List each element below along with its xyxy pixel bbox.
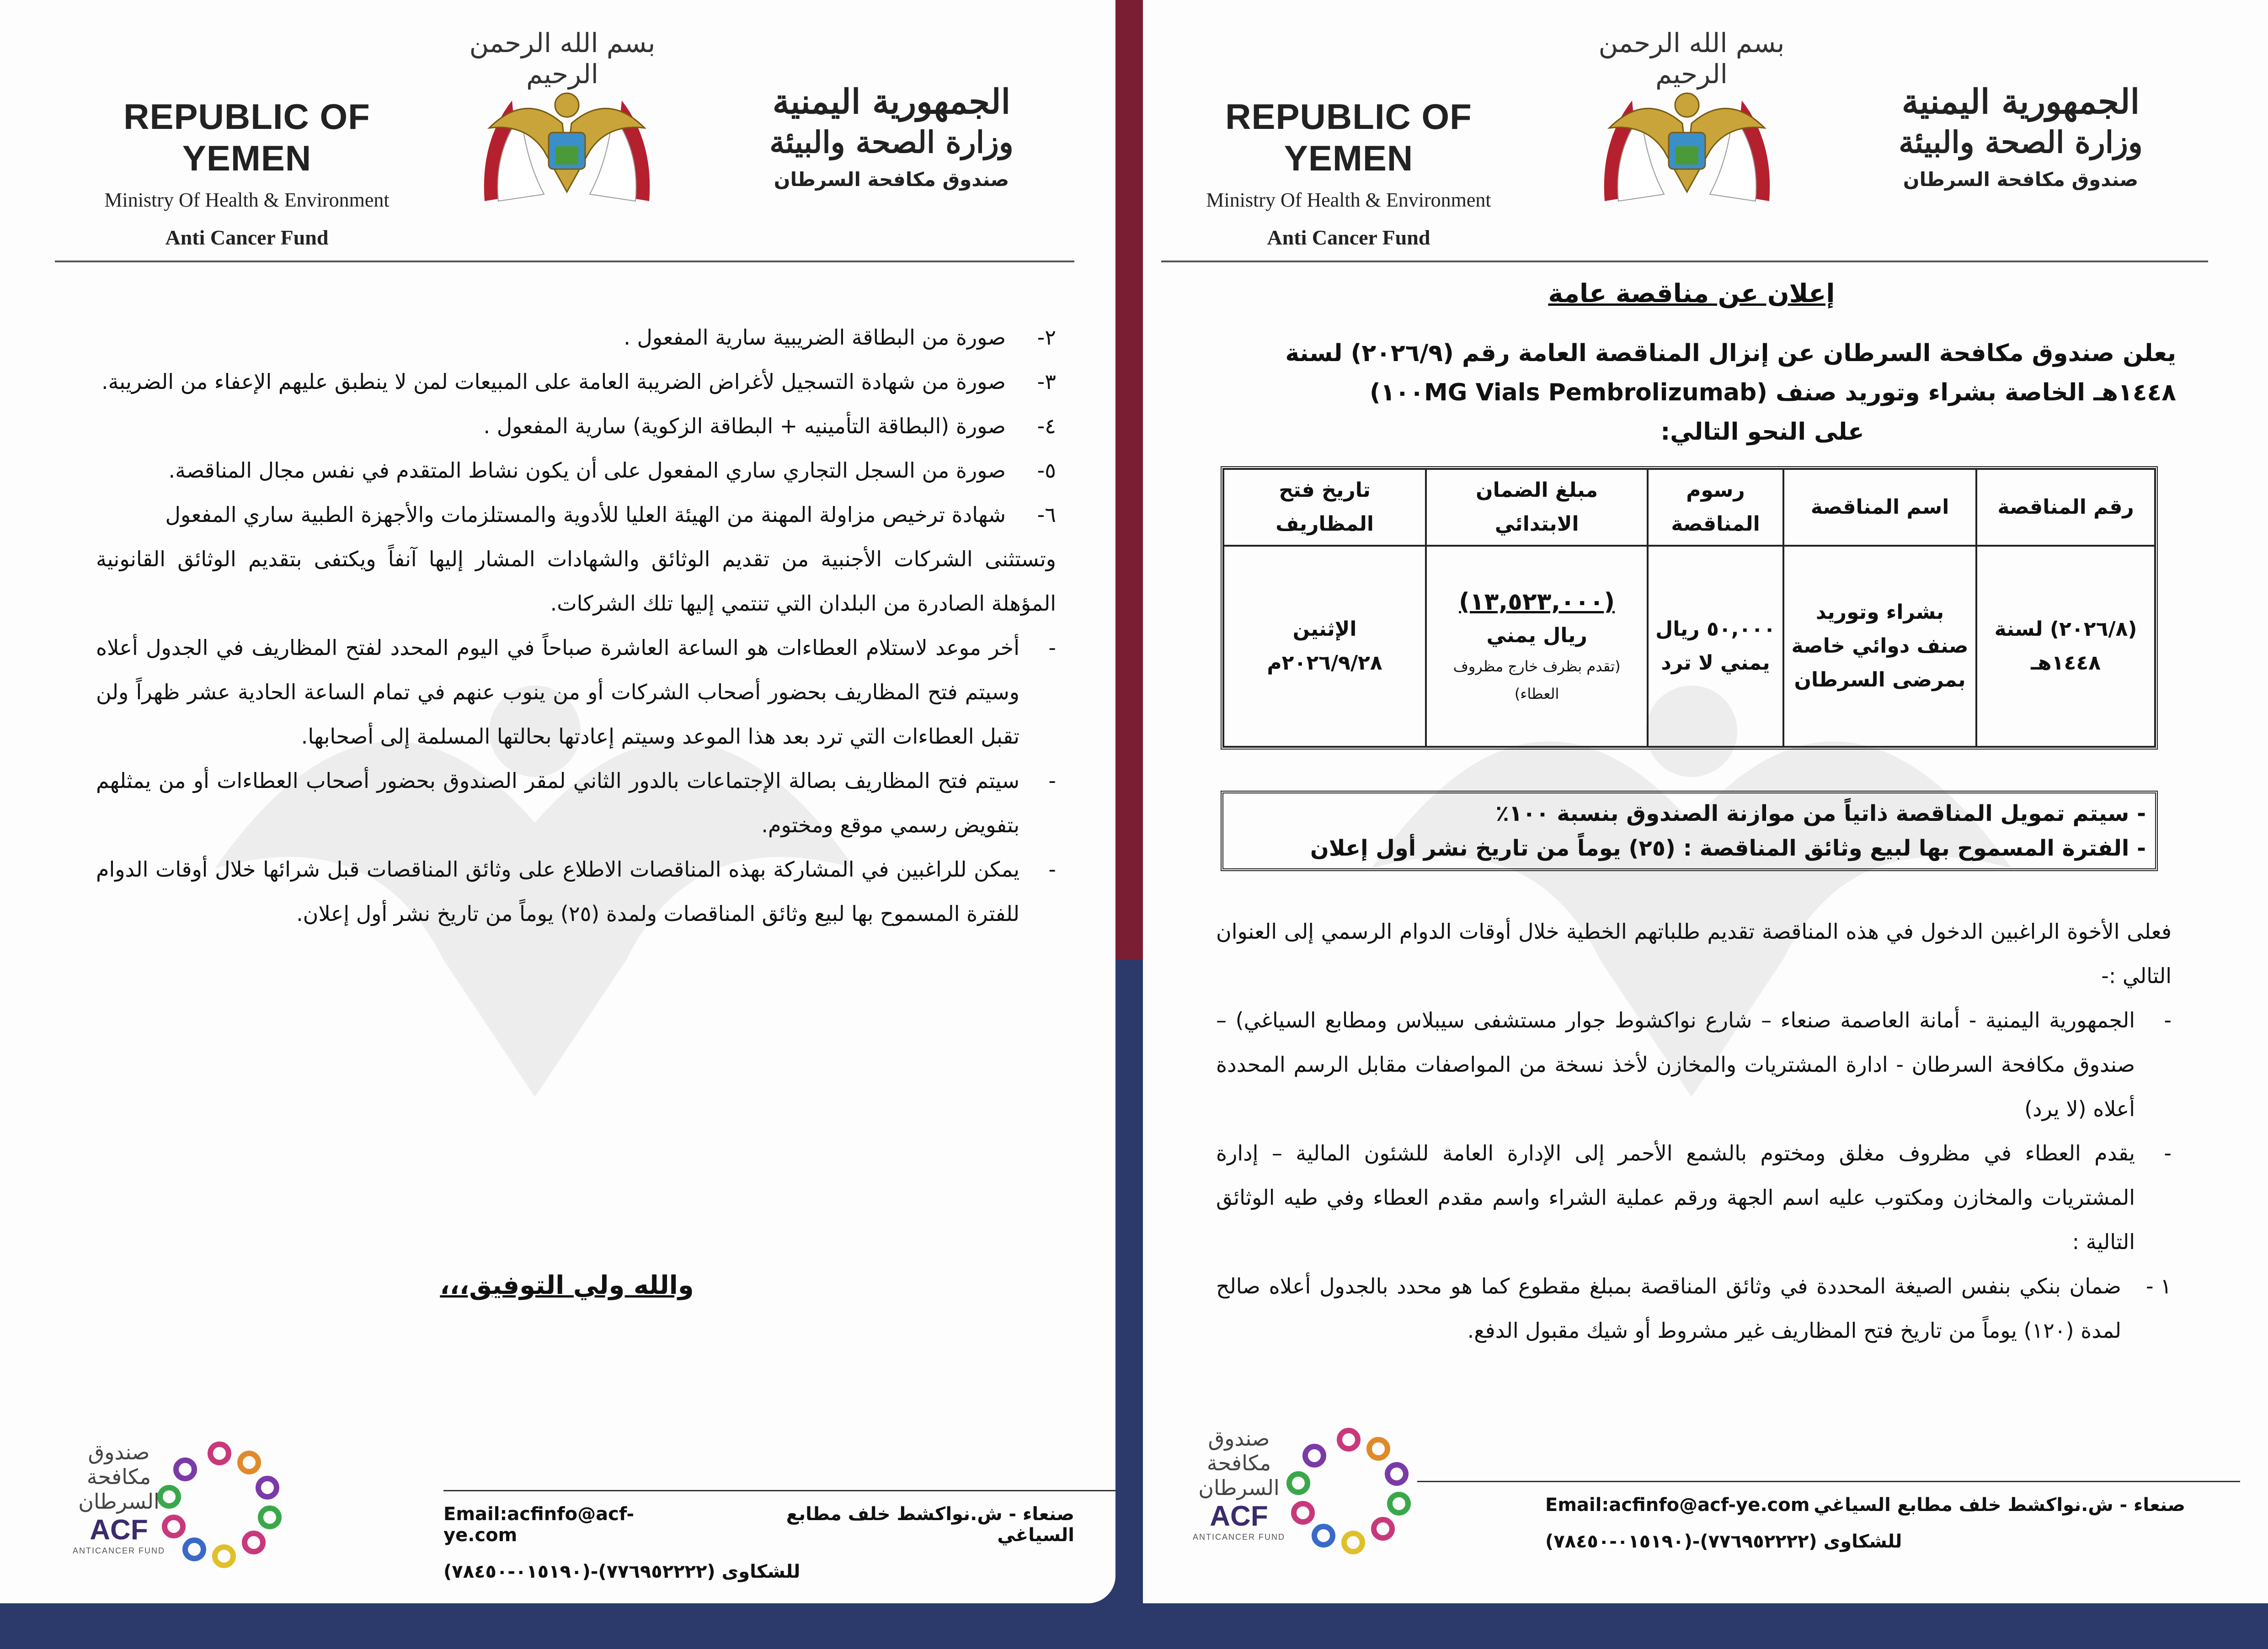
footer-complaints: للشكاوى (٧٧٦٩٥٢٢٢٢)-(٠١٥١٩٠-٧٨٤٥٠) (443, 1561, 800, 1582)
basmala: بسم الله الرحمن الرحيم (469, 27, 656, 90)
requirement-item: ٥- صورة من السجل التجاري ساري المفعول على أن يكون نشاط المتقدم في نفس مجال المناقصة. (168, 458, 1056, 483)
open-date-cell (1223, 546, 1426, 747)
note-item: - الفترة المسموح بها لبيع وثائق المناقصة : (٢٥) يوماً من تاريخ نشر أول إعلان (1310, 835, 2146, 861)
footer-address: صنعاء - ش.نواكشط خلف مطابع السياغي (786, 1504, 1074, 1546)
acf-logo-text: صندوق مكافحة السرطان ACF ANTICANCER FUND (1192, 1426, 1285, 1542)
header-english (1170, 96, 1527, 250)
header-ministry-en: Ministry Of Health & Environment (104, 189, 390, 211)
acf-logo-text: صندوق مكافحة السرطان ACF ANTICANCER FUND (72, 1440, 165, 1555)
tender-number-cell: (٢٠٢٦/٨) لسنة ١٤٤٨هـ (1976, 546, 2155, 747)
header-cell: اسم المناقصة (1783, 469, 1976, 546)
footer-email: Email:acfinfo@acf-ye.com (1545, 1495, 1810, 1516)
header-arabic (1847, 82, 2194, 191)
header-fund-en: Anti Cancer Fund (165, 226, 329, 249)
tender-table-row (1223, 546, 2155, 747)
header-cell: رقم المناقصة (1976, 469, 2155, 546)
open-day: الإثنين (1292, 617, 1357, 641)
header-fund-ar: صندوق مكافحة السرطان (774, 168, 1009, 191)
right-body (1216, 910, 2172, 1353)
tender-fee-cell: ٥٠,٠٠٠ ريال يمني لا ترد (1648, 546, 1783, 747)
bullet-item: - سيتم فتح المظاريف بصالة الإجتماعات بالدور الثاني لمقر الصندوق بحضور أصحاب العطاءات أو من يمثلهم بتفويض رسمي موقع ومختوم. (96, 768, 1056, 837)
bullet-item: - الجمهورية اليمنية - أمانة العاصمة صنعاء – شارع نواكشوط جوار مستشفى سيبلاس ومطابع السياغي) – صندوق مكافحة السرطان - ادارة المشتريات والمخازن لأخذ نسخة من المواصفات مقابل الرسم المحددة أعلاه (لا يرد) (1216, 1008, 2172, 1121)
header-fund-en: Anti Cancer Fund (1267, 226, 1430, 249)
header-republic-ar: الجمهورية اليمنية (1901, 82, 2140, 122)
footer (443, 1504, 1074, 1582)
announcement-lead: يعلن صندوق مكافحة السرطان عن إنزال المناقصة العامة رقم (٢٠٢٦/٩) لسنة ١٤٤٨هـ الخاصة بشراء وتوريد صنف (Pembrolizumab ١٠٠MG Vials) على النحو التالي: (1285, 340, 2176, 446)
acf-ribbon-logo-icon (151, 1435, 288, 1572)
basmala: بسم الله الرحمن الرحيم (1598, 27, 1785, 90)
yemen-emblem-icon (1591, 73, 1783, 210)
document-item: ١ - ضمان بنكي بنفس الصيغة المحددة في وثائق المناقصة بمبلغ مقطوع كما هو محدد بالجدول أعلاه صالح لمدة (١٢٠) يوماً من تاريخ فتح المظاريف غير مشروط أو شيك مقبول الدفع. (1216, 1274, 2172, 1343)
requirement-item: ٤- صورة (البطاقة التأمينيه + البطاقة الزكوية) سارية المفعول . (483, 414, 1056, 438)
intro-paragraph: فعلى الأخوة الراغبين الدخول في هذه المناقصة تقديم طلباتهم الخطية خلال أوقات الدوام الرسمي إلى العنوان التالي :- (1216, 919, 2172, 988)
footer-address: صنعاء - ش.نواكشط خلف مطابع السياغي (1814, 1495, 2185, 1516)
right-page (1143, 0, 2268, 1603)
footer (1545, 1495, 2185, 1552)
header-divider (55, 261, 1074, 262)
header-ministry-en: Ministry Of Health & Environment (1206, 189, 1491, 211)
bullet-item: - يمكن للراغبين في المشاركة بهذه المناقصات الاطلاع على وثائق المناقصات قبل شرائها خلال أوقات الدوام للفترة المسموح بها لبيع وثائق المناقصات ولمدة (٢٥) يوماً من تاريخ نشر أول إعلان. (96, 857, 1056, 926)
tender-table-header-row (1223, 469, 2155, 546)
requirement-item: ٢- صورة من البطاقة الضريبية سارية المفعول . (624, 325, 1056, 350)
footer-complaints: للشكاوى (٧٧٦٩٥٢٢٢٢)-(٠١٥١٩٠-٧٨٤٥٠) (1545, 1531, 1902, 1552)
acf-ribbon-logo-icon (1280, 1421, 1417, 1559)
announcement-title: إعلان عن مناقصة عامة (1548, 279, 1835, 309)
footer-divider (443, 1490, 1115, 1491)
header-republic-en: REPUBLIC OF YEMEN (123, 96, 370, 178)
note-item: - سيتم تمويل المناقصة ذاتياً من موازنة الصندوق بنسبة ١٠٠٪ (1495, 801, 2146, 826)
header-cell: مبلغ الضمان الابتدائي (1426, 469, 1648, 546)
header-cell: تاريخ فتح المظاريف (1223, 469, 1426, 546)
header-arabic (718, 82, 1065, 191)
guarantee-amount: (١٣,٥٢٣,٠٠٠) (1459, 588, 1615, 616)
signoff: والله ولي التوفيق،،، (440, 1271, 694, 1300)
header-english (69, 96, 425, 250)
notes-box (1221, 791, 2158, 871)
left-page (0, 0, 1115, 1603)
requirement-item: ٦- شهادة ترخيص مزاولة المهنة من الهيئة العليا للأدوية والمستلزمات والأجهزة الطبية ساري المفعول (165, 502, 1056, 527)
guarantee-cell (1426, 546, 1648, 747)
header-republic-en: REPUBLIC OF YEMEN (1225, 96, 1472, 178)
bullet-item: - أخر موعد لاستلام العطاءات هو الساعة العاشرة صباحاً في اليوم المحدد لفتح المظاريف في الجدول أعلاه وسيتم فتح المظاريف بحضور أصحاب الشركات أو من ينوب عنهم في تمام الساعة الحادية عشر ظهراً ولن تقبل العطاءات التي ترد بعد هذا الموعد وسيتم إعادتها بحالتها المسلمة إلى أصحابها. (96, 635, 1056, 749)
bullet-item: - يقدم العطاء في مظروف مغلق ومختوم بالشمع الأحمر إلى الإدارة العامة للشئون المالية – إدارة المشتريات والمخازن ومكتوب عليه اسم الجهة ورقم عملية الشراء واسم مقدم العطاء وفي طيه الوثائق التالية : (1216, 1141, 2172, 1254)
footer-divider (1417, 1481, 2240, 1482)
tender-table (1221, 466, 2158, 750)
foreign-companies-paragraph: وتستثنى الشركات الأجنبية من تقديم الوثائق والشهادات المشار إليها آنفاً ويكتفى بتقديم الوثائق القانونية المؤهلة الصادرة من البلدان التي تنتمي إليها تلك الشركات. (96, 547, 1056, 616)
header-cell: رسوم المناقصة (1648, 469, 1783, 546)
header-republic-ar: الجمهورية اليمنية (772, 82, 1011, 122)
guarantee-note: (تقدم بظرف خارج مظروف العطاء) (1453, 658, 1621, 702)
left-body (96, 315, 1056, 936)
header-fund-ar: صندوق مكافحة السرطان (1903, 168, 2139, 191)
header-ministry-ar: وزارة الصحة والبيئة (769, 124, 1014, 160)
guarantee-currency: ريال يمني (1486, 624, 1587, 647)
yemen-emblem-icon (471, 73, 663, 210)
footer-email: Email:acfinfo@acf-ye.com (443, 1504, 635, 1546)
open-date: ٢٠٢٦/٩/٢٨م (1267, 651, 1382, 675)
right-edge-strip (1115, 0, 1143, 1603)
header-divider (1161, 261, 2208, 262)
tender-name-cell: بشراء وتوريد صنف دوائي خاصة بمرضى السرطان (1783, 546, 1976, 747)
requirement-item: ٣- صورة من شهادة التسجيل لأغراض الضريبة العامة على المبيعات لمن لا ينطبق عليهم الإعفاء من الضريبة. (101, 369, 1056, 394)
header-ministry-ar: وزارة الصحة والبيئة (1899, 124, 2143, 160)
